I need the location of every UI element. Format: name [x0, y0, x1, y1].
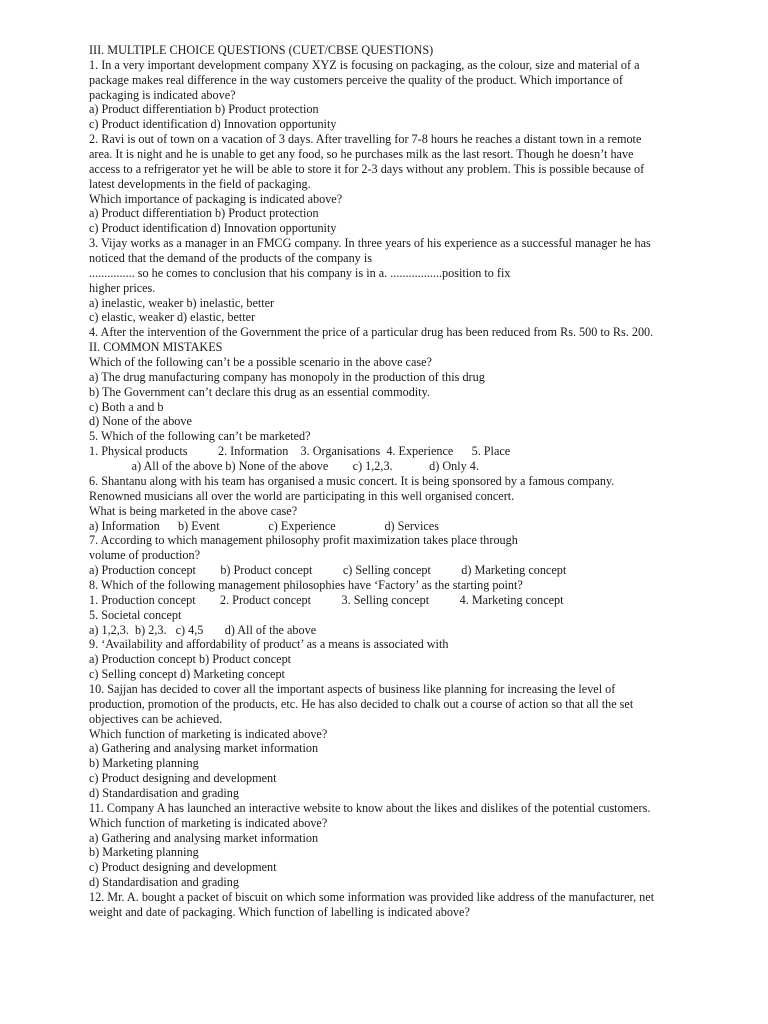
question-7-line: 7. According to which management philosophy profit maximization takes place through: [89, 533, 518, 548]
question-6-line: Renowned musicians all over the world are participating in this well organised concert.: [89, 488, 515, 503]
question-10-options: d) Standardisation and grading: [89, 785, 239, 800]
question-4-options: d) None of the above: [89, 414, 192, 429]
section-heading: II. COMMON MISTAKES: [89, 340, 223, 355]
question-6-line: What is being marketed in the above case?: [89, 503, 298, 518]
question-2-line: Which importance of packaging is indicated above?: [89, 191, 343, 206]
question-3-options: c) elastic, weaker d) elastic, better: [89, 310, 256, 325]
question-10-options: b) Marketing planning: [89, 756, 199, 771]
question-2-line: latest developments in the field of packaging.: [89, 176, 311, 191]
question-3-line: ............... so he comes to conclusion that his company is in a. .................position to fix: [89, 265, 511, 280]
question-1-options: a) Product differentiation b) Product protection: [89, 102, 319, 117]
question-1-line: packaging is indicated above?: [89, 87, 236, 102]
question-9-options: c) Selling concept d) Marketing concept: [89, 667, 285, 682]
question-3-line: higher prices.: [89, 280, 156, 295]
question-9-line: 9. ‘Availability and affordability of product’ as a means is associated with: [89, 637, 449, 652]
section-heading: III. MULTIPLE CHOICE QUESTIONS (CUET/CBSE QUESTIONS): [89, 43, 434, 57]
question-11-options: c) Product designing and development: [89, 860, 277, 875]
question-7-line: volume of production?: [89, 548, 201, 563]
question-2-options: c) Product identification d) Innovation opportunity: [89, 221, 337, 236]
question-9-options: a) Production concept b) Product concept: [89, 652, 292, 667]
question-11-line: Which function of marketing is indicated above?: [89, 815, 328, 830]
question-1-options: c) Product identification d) Innovation opportunity: [89, 117, 337, 132]
question-6-line: 6. Shantanu along with his team has organised a music concert. It is being sponsored by a famous company.: [89, 473, 615, 488]
question-4-options: b) The Government can’t declare this drug as an essential commodity.: [89, 384, 430, 399]
question-3-line: 3. Vijay works as a manager in an FMCG company. In three years of his experience as a successful manager he has: [89, 236, 651, 251]
question-11-options: a) Gathering and analysing market information: [89, 830, 319, 845]
question-3-options: a) inelastic, weaker b) inelastic, better: [89, 295, 275, 310]
question-12-line: weight and date of packaging. Which function of labelling is indicated above?: [89, 904, 470, 919]
question-4-options: c) Both a and b: [89, 399, 164, 414]
question-10-line: objectives can be achieved.: [89, 711, 223, 726]
question-8-options: a) 1,2,3. b) 2,3. c) 4,5 d) All of the above: [89, 622, 317, 637]
question-8-items: 1. Production concept 2. Product concept 3. Selling concept 4. Marketing concept: [89, 592, 564, 607]
question-2-line: 2. Ravi is out of town on a vacation of 3 days. After travelling for 7-8 hours he reaches a distant town in a remote: [89, 132, 642, 147]
question-10-line: 10. Sajjan has decided to cover all the important aspects of business like planning for increasing the level of: [89, 681, 616, 696]
question-2-options: a) Product differentiation b) Product protection: [89, 206, 319, 221]
question-10-options: a) Gathering and analysing market information: [89, 741, 319, 756]
question-2-line: access to a refrigerator yet he will be able to store it for 2-3 days without any problem. This is possible because of: [89, 161, 645, 176]
question-1-line: package makes real difference in the way customers perceive the quality of the product. Which importance of: [89, 72, 623, 87]
question-6-options: a) Information b) Event c) Experience d) Services: [89, 518, 439, 533]
question-7-options: a) Production concept b) Product concept c) Selling concept d) Marketing concept: [89, 563, 567, 578]
question-5-options: a) All of the above b) None of the above c) 1,2,3. d) Only 4.: [89, 459, 479, 474]
question-11-options: b) Marketing planning: [89, 845, 199, 860]
question-4-line: 4. After the intervention of the Government the price of a particular drug has been reduced from Rs. 500 to Rs. 200.: [89, 325, 654, 340]
question-12-line: 12. Mr. A. bought a packet of biscuit on which some information was provided like address of the manufacturer, net: [89, 889, 655, 904]
question-11-options: d) Standardisation and grading: [89, 875, 239, 890]
question-8-items: 5. Societal concept: [89, 607, 182, 622]
question-5-items: 1. Physical products 2. Information 3. Organisations 4. Experience 5. Place: [89, 444, 511, 459]
question-4-line: Which of the following can’t be a possible scenario in the above case?: [89, 355, 432, 370]
question-3-line: noticed that the demand of the products of the company is: [89, 251, 372, 266]
question-10-line: production, promotion of the products, etc. He has also decided to chalk out a course of action so that all the set: [89, 696, 634, 711]
question-5-line: 5. Which of the following can’t be marketed?: [89, 429, 311, 444]
question-1-line: 1. In a very important development company XYZ is focusing on packaging, as the colour, size and material of a: [89, 57, 640, 72]
question-4-options: a) The drug manufacturing company has monopoly in the production of this drug: [89, 369, 485, 384]
question-10-line: Which function of marketing is indicated above?: [89, 726, 328, 741]
question-2-line: area. It is night and he is unable to get any food, so he purchases milk as the last resort. Though he doesn’t have: [89, 147, 634, 162]
question-8-line: 8. Which of the following management philosophies have ‘Factory’ as the starting point?: [89, 577, 523, 592]
question-11-line: 11. Company A has launched an interactive website to know about the likes and dislikes of the potential customers.: [89, 800, 651, 815]
question-10-options: c) Product designing and development: [89, 771, 277, 786]
